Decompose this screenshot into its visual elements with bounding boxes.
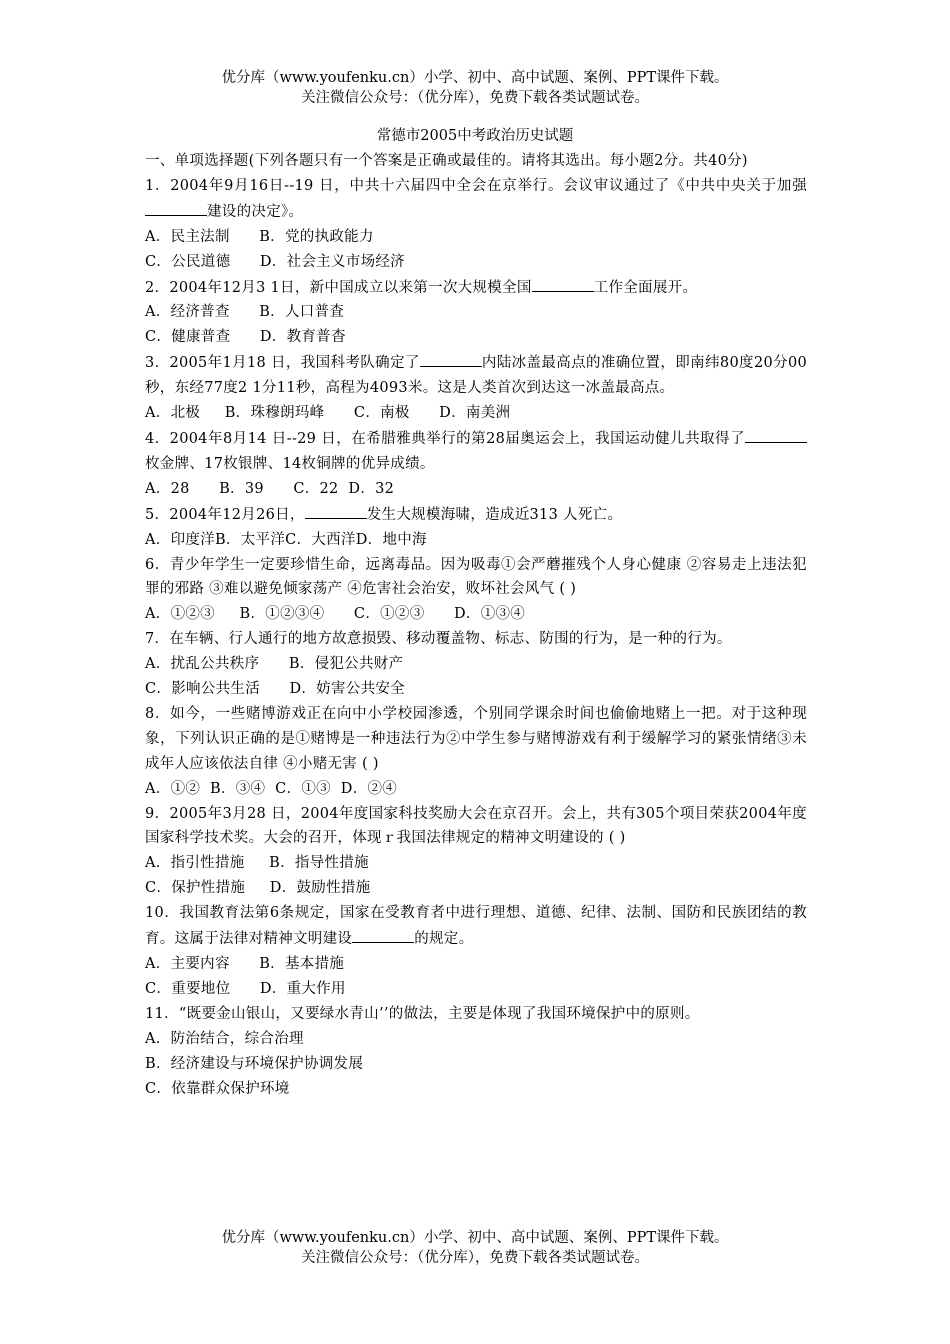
question-7-options-2: C．影响公共生活 D．妨害公共安全: [145, 681, 405, 698]
blank-line: [145, 199, 207, 216]
question-10-text-b: 的规定。: [414, 931, 474, 948]
question-9: 9．2005年3月28 日，2004年度国家科技奖励大会在京召开。会上，共有305个项目荣获2004年度国家科学技术奖。大会的召开，体现ｒ我国法律规定的精神文明建设的 ( ): [145, 805, 807, 847]
blank-line: [352, 926, 414, 943]
question-7: 7．在车辆、行人通行的地方故意损毁、移动覆盖物、标志、防围的行为，是一种的行为。: [145, 631, 732, 648]
question-1: [145, 174, 807, 225]
question-3-text-b: 内陆冰盖最高点的准确位置，即南纬80度20分00秒，东经77度2 1分11秒，高程为4093米。这是人类首次到达这一冰盖最高点。: [145, 355, 807, 397]
footer-line-2: 关注微信公众号：（优分库），免费下载各类试题试卷。: [301, 1250, 649, 1266]
question-6-options-1: A．①②③ B．①②③④ C．①②③ D．①③④: [145, 606, 526, 623]
question-4: [145, 426, 807, 477]
question-4-options-1: A．28 B．39 C．22 D．32: [145, 480, 395, 497]
header-line-1: 优分库（www.youfenku.cn）小学、初中、高中试题、案例、PPT课件下载。: [221, 70, 729, 86]
question-2-text-a: 2．2004年12月3 1日，新中国成立以来第一次大规模全国: [145, 279, 532, 296]
question-3: [145, 350, 807, 401]
question-5: [145, 502, 807, 528]
question-2-options-1: A．经济普查 B．人口普査: [145, 304, 345, 321]
question-7-options-1: A．扰乱公共秩序 B．侵犯公共财产: [145, 656, 404, 673]
question-6: 6．青少年学生一定要珍惜生命，远离毒品。因为吸毒①会严蘑摧残个人身心健康 ②容易走上违法犯罪的邪路 ③难以避免倾家荡产 ④危害社会治安，败坏社会风气 ( ): [145, 556, 807, 598]
question-3-text-a: 3．2005年1月18 日，我国科考队确定了: [145, 355, 420, 372]
question-5-options-1: A．印度洋B．太平洋C．大西洋D．地中海: [145, 531, 427, 548]
question-9-options-2: C．保护性措施 D．鼓励性措施: [145, 880, 371, 897]
question-11-options-3: C．依靠群众保护环境: [145, 1080, 290, 1097]
question-10: [145, 901, 807, 952]
question-11: 11．“既要金山银山，又要绿水青山’’的做法，主要是体现了我国环境保护中的原则。: [145, 1005, 700, 1022]
section-instructions: 一、单项选择题(下列各题只有一个答案是正确或最佳的。请将其选出。每小题2分。共40分): [145, 153, 748, 169]
blank-line: [745, 426, 807, 443]
question-2-options-2: C．健康普查 D．教育普杳: [145, 329, 346, 346]
header-line-2: 关注微信公众号：（优分库），免费下载各类试题试卷。: [301, 90, 649, 106]
exam-content: [145, 149, 807, 1101]
question-11-options-1: A．防治结合，综合治理: [145, 1030, 304, 1047]
page-header: [0, 68, 950, 108]
question-10-text-a: 10．我国教育法第6条规定，国家在受教育者中进行理想、道德、纪律、法制、国防和民族团结的教育。这属于法律对精神文明建设: [145, 905, 807, 948]
question-9-options-1: A．指引性措施 B．指导性措施: [145, 855, 369, 872]
blank-line: [532, 275, 594, 292]
footer-line-1: 优分库（www.youfenku.cn）小学、初中、高中试题、案例、PPT课件下载。: [221, 1230, 729, 1246]
question-3-options-1: A．北极 B．珠穆朗玛峰 C．南极 D．南美洲: [145, 405, 511, 422]
question-1-options-1: A．民主法制 B．党的执政能力: [145, 228, 374, 245]
question-5-text-a: 5．2004年12月26日，: [145, 506, 305, 523]
question-4-text-a: 4．2004年8月14 日--29 日，在希腊雅典举行的第28届奥运会上，我国运动健儿共取得了: [145, 430, 745, 447]
question-10-options-1: A．主要内容 B．基本措施: [145, 956, 345, 972]
question-8-options-1: A．①② B．③④ C．①③ D．②④: [145, 780, 398, 797]
question-8: 8．如今，一些赌博游戏正在向中小学校园渗透，个别同学课余时间也偷偷地赌上一把。对于这种现象，下列认识正确的是①赌博是一种违法行为②中学生参与赌博游戏有利于缓解学习的紧张情绪③未成年人应该依法自律 ④小赌无害 ( ): [145, 705, 807, 772]
question-1-text-b: 建设的决定》。: [207, 203, 304, 220]
question-1-options-2: C．公民道德 D．社会主义市场经济: [145, 253, 405, 270]
question-5-text-b: 发生大规模海啸，造成近313 人死亡。: [366, 506, 623, 523]
question-4-text-b: 枚金牌、17枚银牌、14枚铜牌的优异成绩。: [145, 455, 435, 472]
question-2: [145, 275, 807, 301]
page-footer: [0, 1228, 950, 1268]
question-10-options-2: C．重要地位 D．重大作用: [145, 980, 346, 997]
question-1-text-a: 1．2004年9月16日--19 日，中共十六届四中全会在京举行。会议审议通过了《中共中央关于加强: [145, 177, 807, 194]
document-title: 常德市2005中考政治历史试题: [376, 128, 574, 144]
blank-line: [420, 350, 482, 367]
blank-line: [305, 502, 367, 519]
question-11-options-2: B．经济建设与环境保护协调发展: [145, 1055, 364, 1072]
question-2-text-b: 工作全面展开。: [593, 279, 698, 296]
